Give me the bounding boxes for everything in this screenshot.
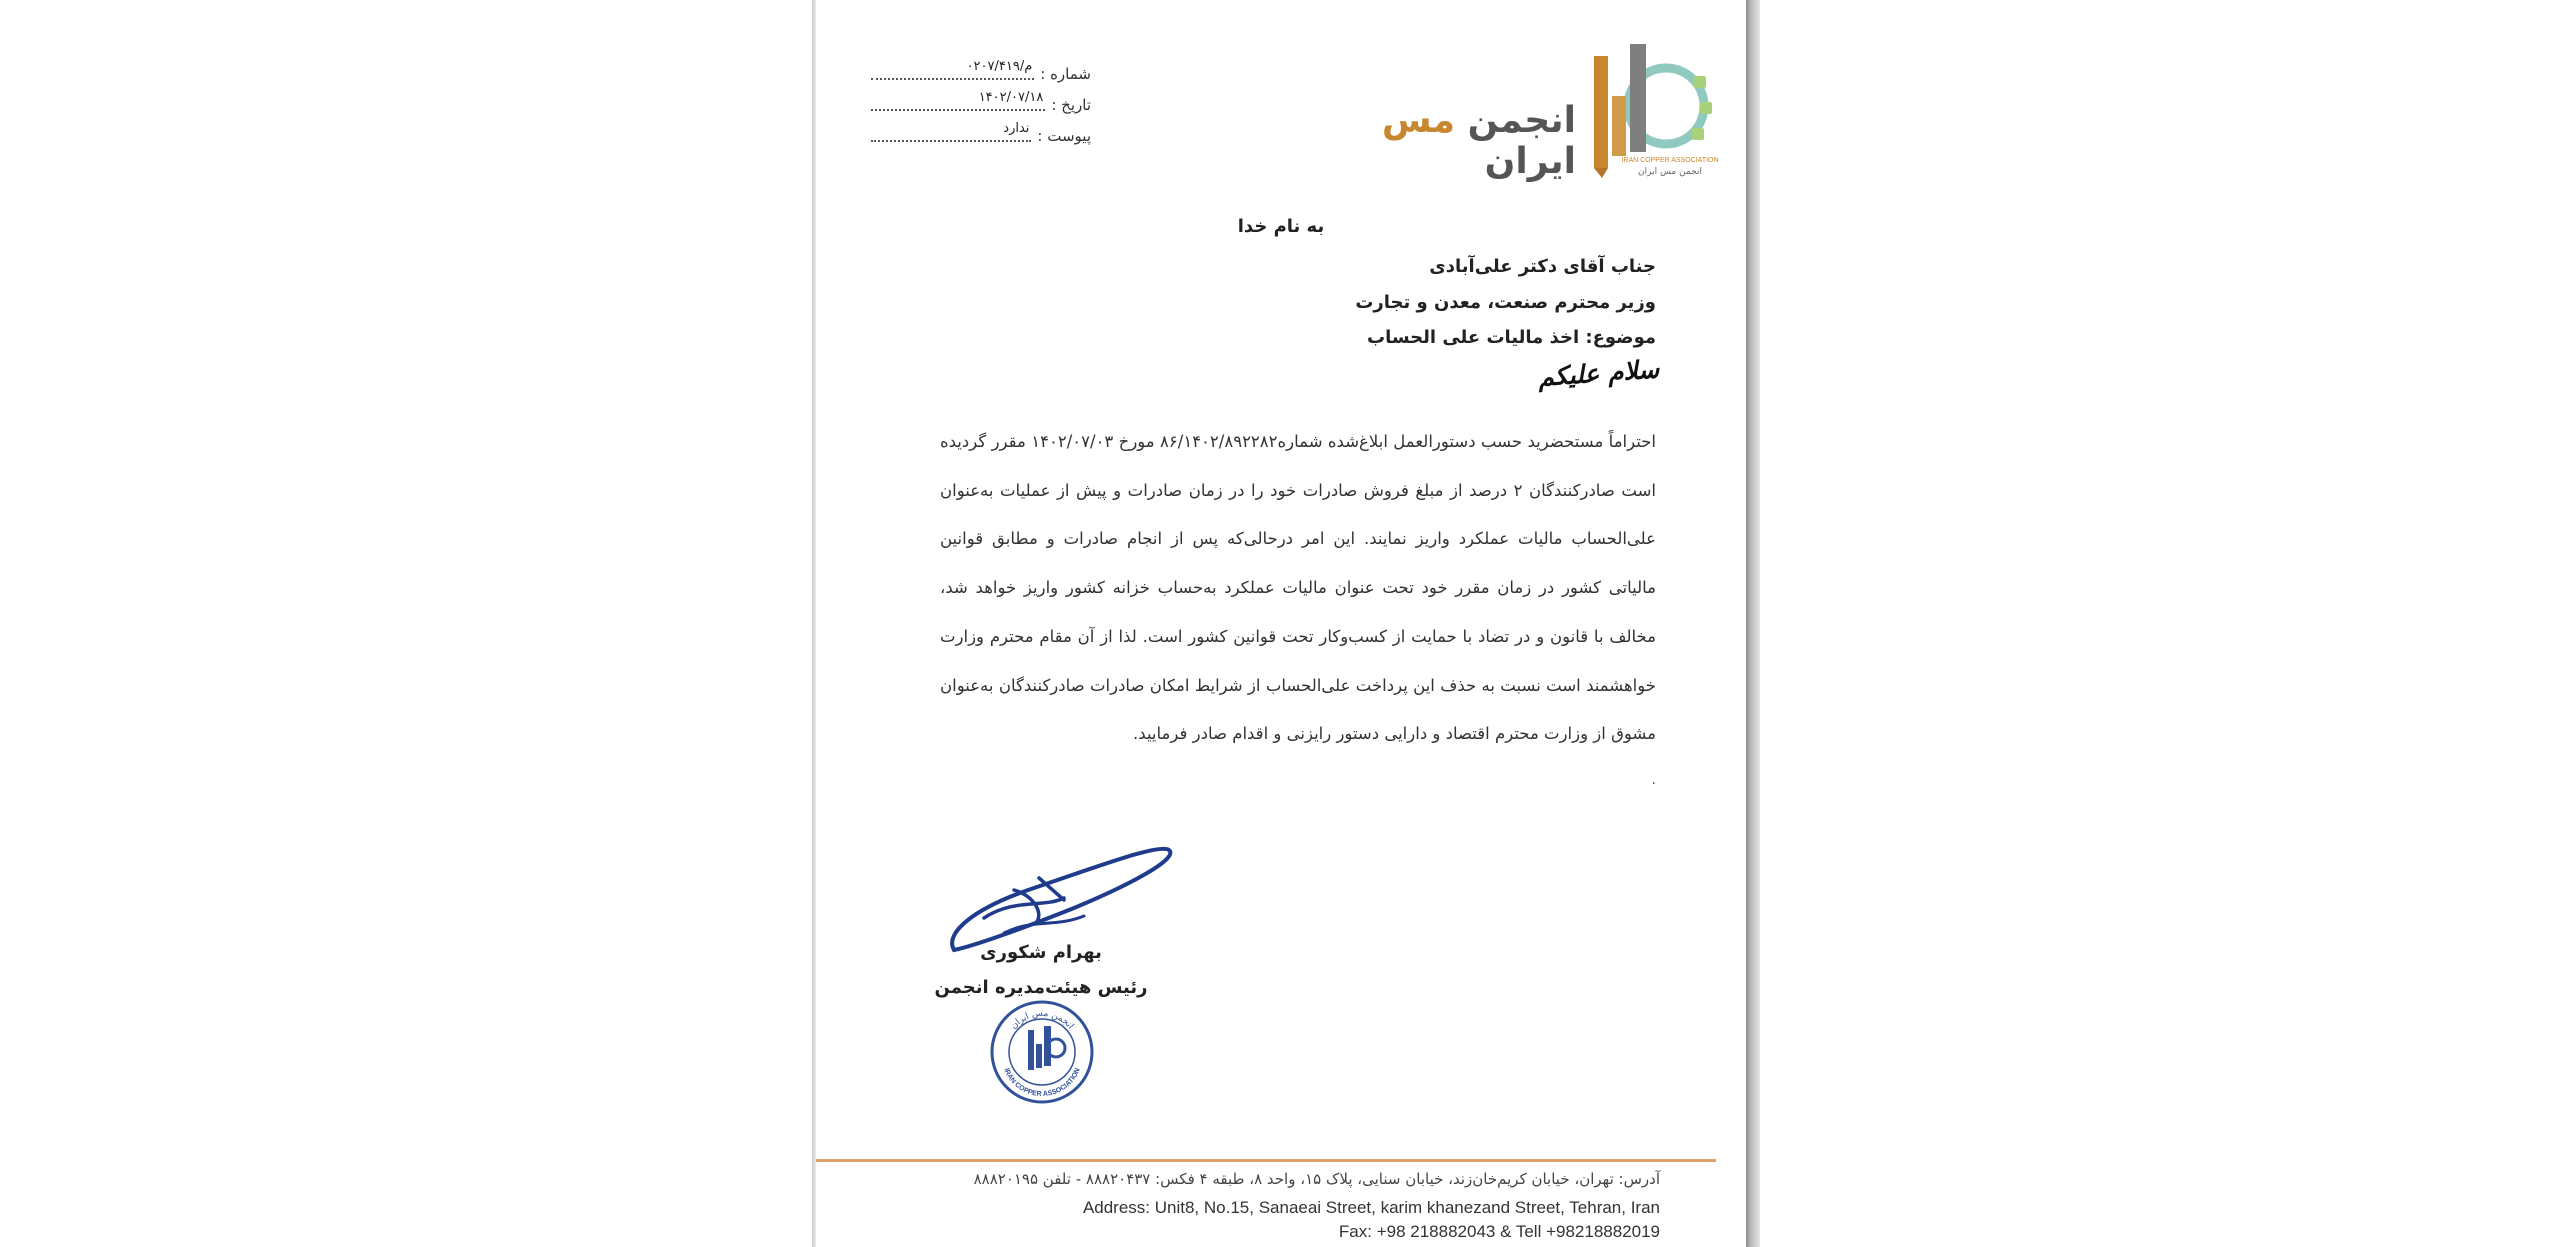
- page-edge-right: [1746, 0, 1760, 1247]
- salutation: سلام علیکم: [1537, 354, 1661, 392]
- svg-text:IRAN COPPER ASSOCIATION: IRAN COPPER ASSOCIATION: [1621, 157, 1719, 164]
- svg-text:انجمن مس ایران: انجمن مس ایران: [1008, 1008, 1076, 1032]
- signer-title: رئیس هیئت‌مدیره انجمن: [934, 977, 1148, 998]
- association-name: انجمن مس ایران: [1381, 100, 1576, 182]
- svg-text:IRAN COPPER ASSOCIATION: IRAN COPPER ASSOCIATION: [1002, 1067, 1082, 1099]
- date-label: تاریخ :: [1051, 96, 1091, 114]
- date-row: [871, 90, 1091, 117]
- association-logo: [1576, 36, 1726, 181]
- footer-address-en: Address: Unit8, No.15, Sanaeai Street, karim khanezand Street, Tehran, Iran: [1082, 1198, 1660, 1217]
- number-label: شماره :: [1040, 65, 1091, 83]
- date-value: ۱۴۰۲/۰۷/۱۸: [976, 90, 1044, 105]
- trailing-mark: .: [1651, 772, 1656, 788]
- signer-name: بهرام شکوری: [980, 942, 1102, 963]
- number-row: [871, 59, 1091, 86]
- footer-fax-tel: Fax: +98 218882043 & Tell +98218882019: [1338, 1222, 1660, 1241]
- svg-text:انجمن مس ایران: انجمن مس ایران: [1638, 167, 1702, 177]
- recipient-name: جناب آقای دکتر علی‌آبادی: [1429, 256, 1656, 277]
- attachment-row: [871, 121, 1091, 148]
- subject-line: موضوع: اخذ مالیات علی الحساب: [1367, 327, 1656, 348]
- attachment-value: ندارد: [1000, 121, 1029, 136]
- number-value: م/۰۲۰۷/۴۱۹: [964, 59, 1033, 74]
- association-stamp: [988, 998, 1096, 1106]
- handwritten-signature: [944, 838, 1184, 958]
- letter-page: [816, 0, 1746, 1247]
- letter-body: احتراماً مستحضرید حسب دستورالعمل ابلاغ‌شده شماره۸۶/۱۴۰۲/۸۹۲۲۸۲ مورخ ۱۴۰۲/۰۷/۰۳ مقرر گردیده است صادرکنندگان ۲ درصد از مبلغ فروش صادرات خود را در زمان صادرات و پیش از عملیات به‌عنوان علی‌الحساب مالیات عملکرد واریز نمایند. این امر درحالی‌که پس از انجام صادرات و مطابق قوانین مالیاتی کشور در زمان مقرر خود تحت عنوان مالیات عملکرد به‌حساب خزانه کشور واریز خواهد شد، مخالف با قانون و در تضاد با حمایت از کسب‌وکار تحت قوانین کشور است. لذا از آن مقام محترم وزارت خواهشمند است نسبت به حذف این پرداخت علی‌الحساب از شرایط امکان صادرات صادرکنندگان به‌عنوان مشوق از وزارت محترم اقتصاد و دارایی دستور رایزنی و اقدام صادر فرمایید.: [940, 432, 1656, 744]
- invocation: به نام خدا: [1237, 216, 1325, 237]
- footer-address-fa: آدرس: تهران، خیابان کریم‌خان‌زند، خیابان سنایی، پلاک ۱۵، واحد ۸، طبقه ۴ فکس: ۸۸۸۲۰۴۳۷ - تلفن ۸۸۸۲۰۱۹۵: [973, 1170, 1660, 1188]
- footer-divider: [816, 1159, 1716, 1162]
- recipient-title: وزیر محترم صنعت، معدن و تجارت: [1355, 292, 1656, 313]
- attachment-label: پیوست :: [1037, 127, 1091, 145]
